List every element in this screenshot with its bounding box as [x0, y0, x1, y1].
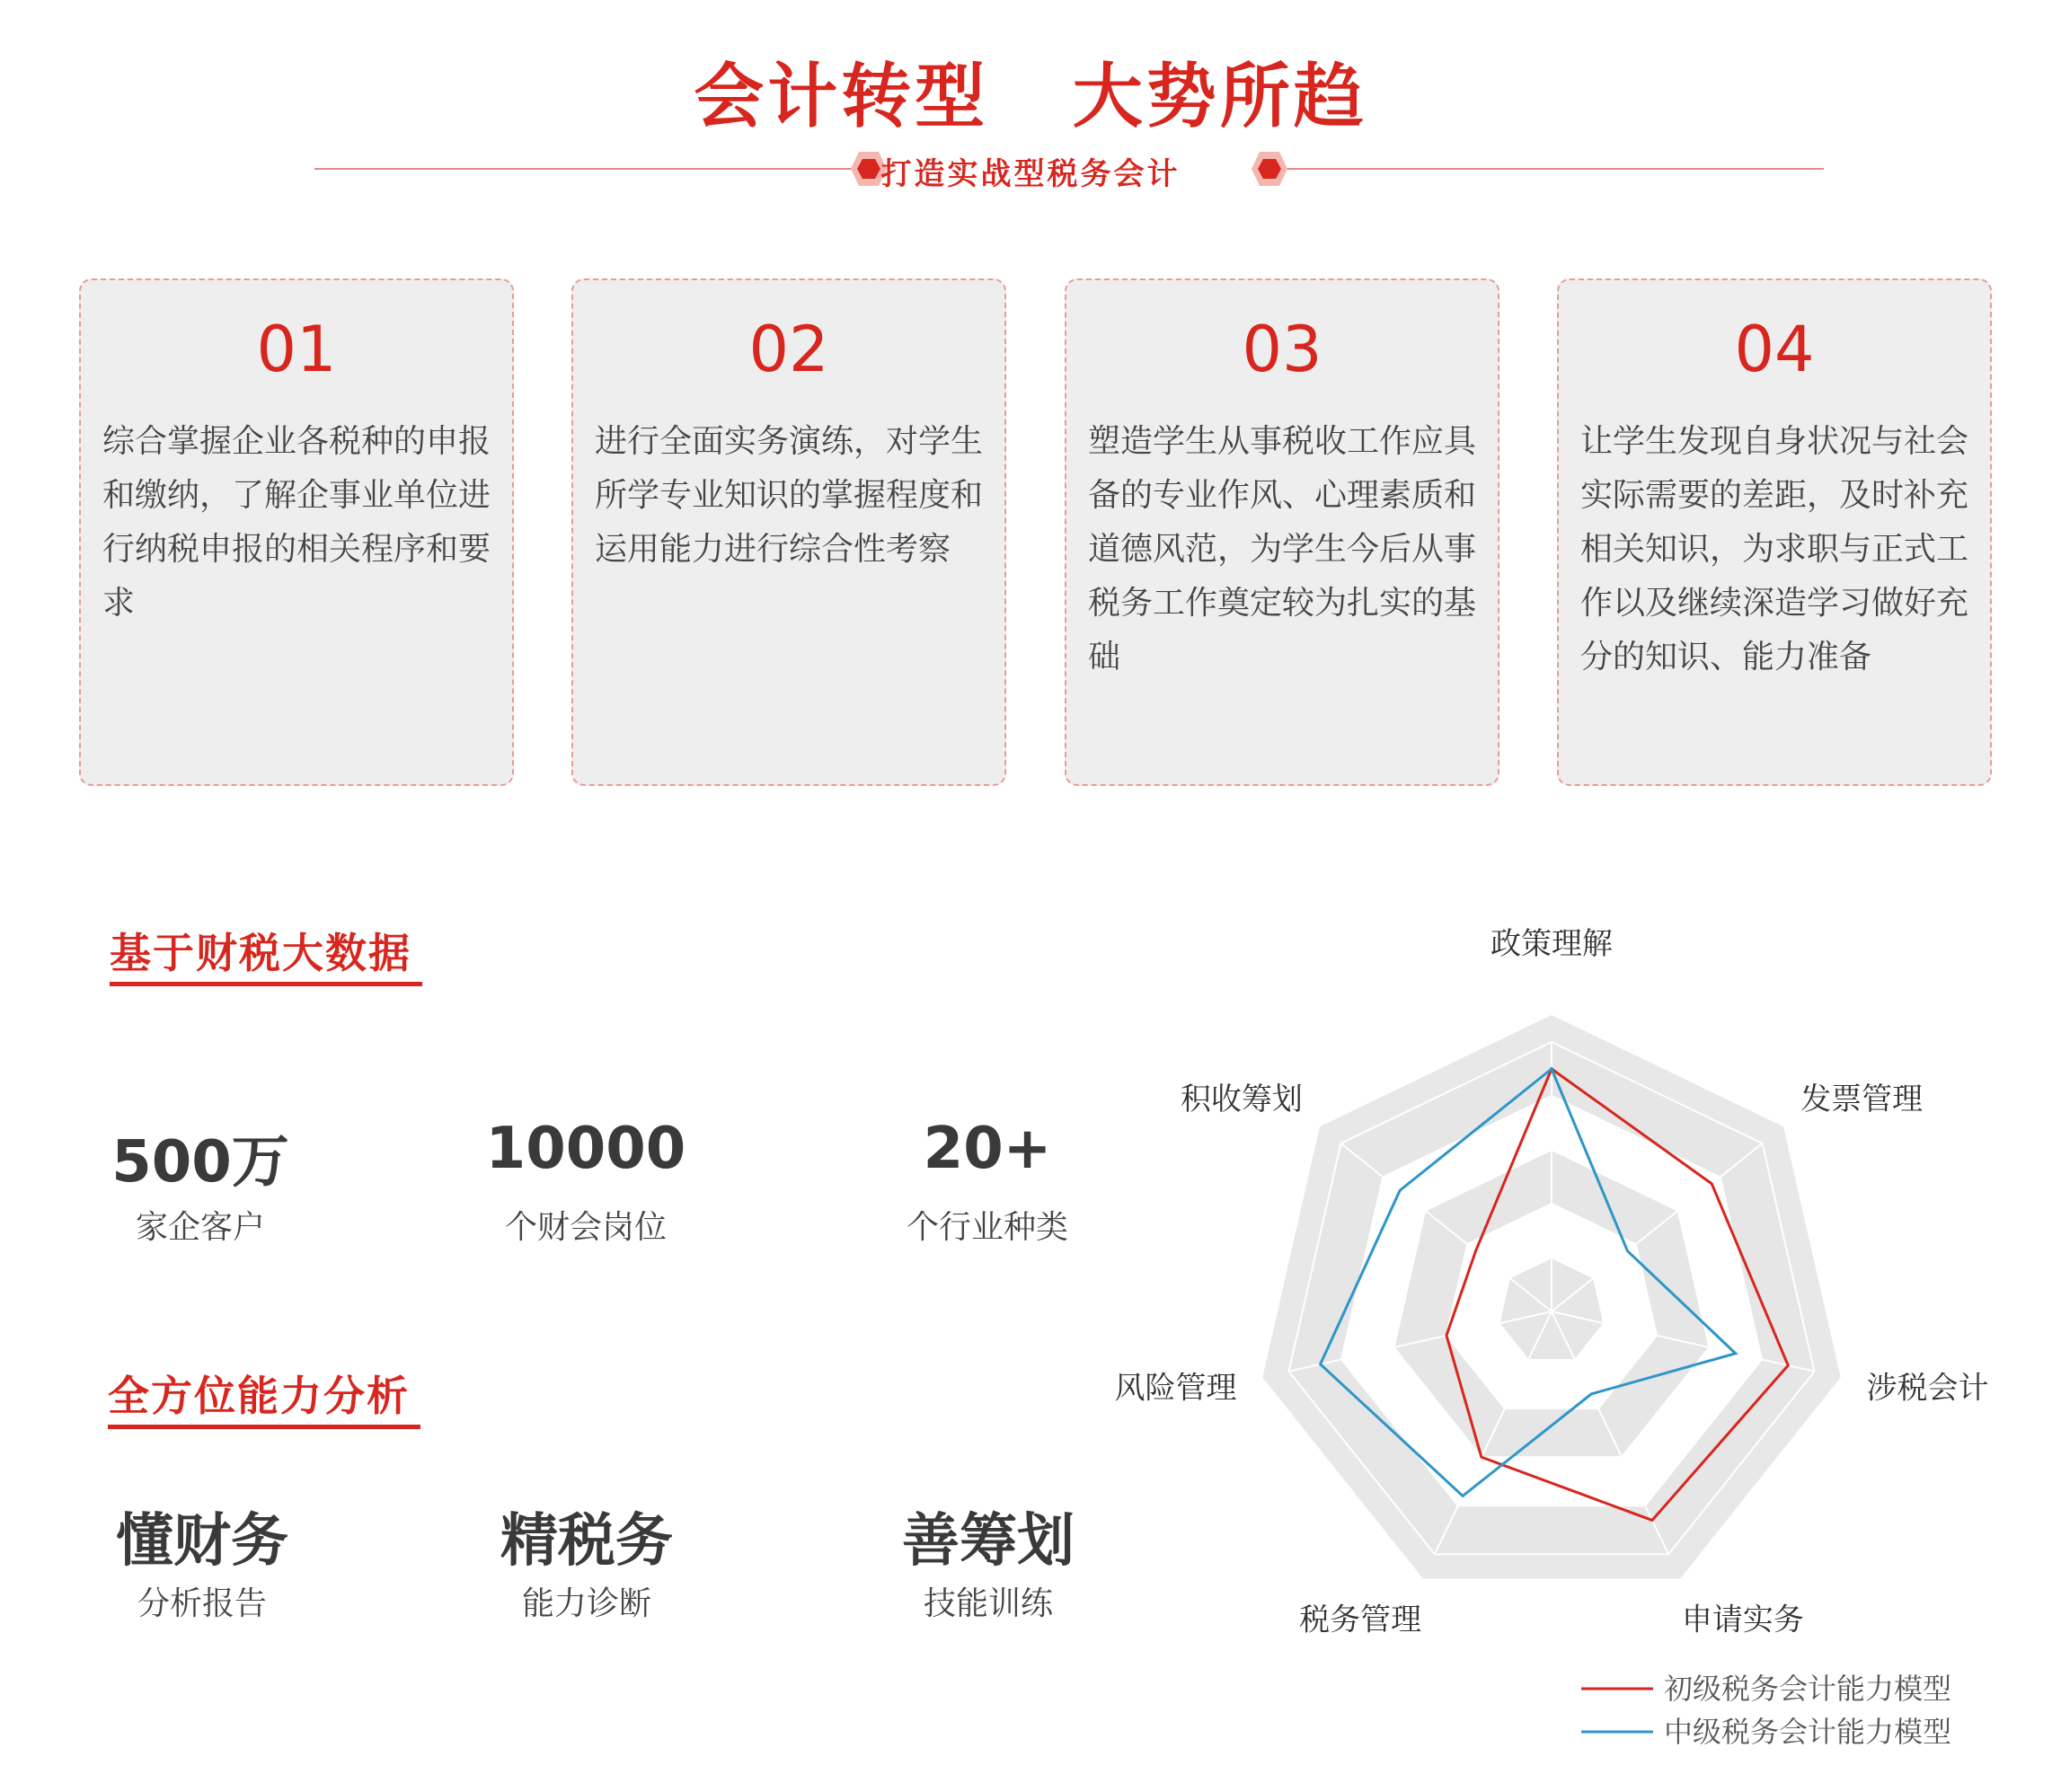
analysis-underline: [108, 1425, 420, 1429]
capability-value: 精税务: [500, 1508, 673, 1575]
card-text: 塑造学生从事税收工作应具备的专业作风、心理素质和道德风范，为学生今后从事税务工作奠定较为扎实的基础: [1088, 423, 1477, 675]
axis-label: 涉税会计: [1866, 1370, 1989, 1407]
axis-label: 发票管理: [1800, 1081, 1924, 1118]
card-number: 03: [1242, 313, 1322, 386]
capability-value: 懂财务: [116, 1508, 288, 1575]
card-01: [79, 278, 514, 786]
stat-label: 个财会岗位: [504, 1209, 667, 1246]
subtitle-row: [0, 142, 2061, 196]
subtitle: 打造实战型税务会计: [880, 156, 1181, 192]
stat-value: 20+: [923, 1116, 1052, 1182]
capability-value: 善筹划: [902, 1508, 1075, 1575]
bigdata-title: 基于财税大数据: [110, 929, 411, 977]
stat-value: 500万: [111, 1129, 289, 1196]
axis-label: 税务管理: [1299, 1602, 1422, 1638]
legend-label: 中级税务会计能力模型: [1664, 1715, 1952, 1749]
capability-label: 分析报告: [137, 1585, 267, 1622]
radar-chart: [1114, 926, 2061, 1792]
capability-label: 技能训练: [923, 1585, 1053, 1622]
axis-label: 风险管理: [1114, 1370, 1237, 1407]
card-number: 01: [256, 313, 337, 386]
card-02: [571, 278, 1006, 786]
legend-label: 初级税务会计能力模型: [1664, 1672, 1952, 1706]
axis-label: 政策理解: [1490, 926, 1613, 962]
card-text: 综合掌握企业各税种的申报和缴纳，了解企事业单位进行纳税申报的相关程序和要求: [102, 423, 491, 622]
stat-value: 10000: [485, 1116, 686, 1182]
card-text: 进行全面实务演练，对学生所学专业知识的掌握程度和运用能力进行综合性考察: [595, 423, 984, 568]
axis-label: 申请实务: [1681, 1602, 1804, 1638]
stat-label: 家企客户: [135, 1209, 265, 1246]
bigdata-underline: [110, 982, 422, 986]
stat-label: 个行业种类: [906, 1209, 1068, 1246]
analysis-title: 全方位能力分析: [108, 1372, 410, 1420]
card-04: [1557, 278, 1992, 786]
card-03: [1065, 278, 1499, 786]
card-text: 让学生发现自身状况与社会实际需要的差距，及时补充相关知识，为求职与正式工作以及继续深造学习做好充分的知识、能力准备: [1580, 423, 1969, 675]
capability-label: 能力诊断: [521, 1585, 651, 1622]
axis-label: 积收筹划: [1180, 1081, 1303, 1118]
main-title: 会计转型 大势所趋: [694, 57, 1367, 137]
card-number: 02: [748, 313, 829, 386]
card-number: 04: [1734, 313, 1815, 386]
